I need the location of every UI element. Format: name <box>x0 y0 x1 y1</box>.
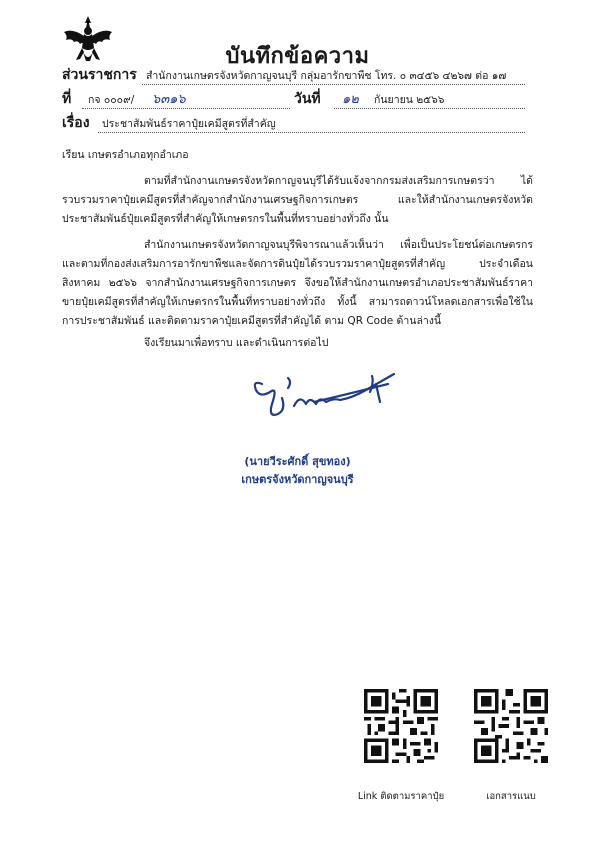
agency-label: ส่วนราชการ <box>62 67 137 83</box>
memo-title: บันทึกข้อความ <box>225 44 370 69</box>
document-number-prefix: กจ ๐๐๐๙/ <box>88 94 135 106</box>
number-date-row <box>62 92 525 112</box>
closing-line: จึงเรียนมาเพื่อทราบ และดำเนินการต่อไป <box>144 337 329 349</box>
date-day-handwritten: ๑๒ <box>342 92 359 107</box>
number-label: ที่ <box>62 91 72 107</box>
dotted-line <box>98 132 525 133</box>
qr-caption-attachment: เอกสารแนบ <box>486 791 536 802</box>
date-month-year: กันยายน ๒๕๖๖ <box>374 94 445 106</box>
dotted-line <box>142 84 525 85</box>
signer-name: (นายวีระศักดิ์ สุขทอง) <box>244 455 351 468</box>
qr-caption-price-link: Link ติดตามราคาปุ๋ย <box>357 791 445 802</box>
signer-position: เกษตรจังหวัดกาญจนบุรี <box>241 473 354 486</box>
dotted-line <box>82 108 290 109</box>
qr-code-icon[interactable] <box>474 689 548 763</box>
paragraph-1: ตามที่สำนักงานเกษตรจังหวัดกาญจนบุรีได้รับแจ้งจากกรมส่งเสริมการเกษตรว่า ได้รวบรวมราคาปุ๋ยเคมีสูตรที่สำคัญจากสำนักงานเศรษฐกิจการเกษตร และให้สำนักงานเกษตรจังหวัดประชาสัมพันธ์ปุ๋ยเคมีสูตรที่สำคัญให้เกษตรกรในพื้นที่ทราบอย่างทั่วถึง นั้น <box>62 175 533 225</box>
subject-row <box>62 116 525 136</box>
salutation: เรียน เกษตรอำเภอทุกอำเภอ <box>62 149 189 161</box>
dotted-line <box>334 108 525 109</box>
qr-block-price-link <box>357 689 456 804</box>
date-label: วันที่ <box>294 91 321 107</box>
document-number-handwritten: ๖๓๑๖ <box>152 92 186 107</box>
subject-value: ประชาสัมพันธ์ราคาปุ๋ยเคมีสูตรที่สำคัญ <box>102 118 276 130</box>
subject-label: เรื่อง <box>62 115 90 131</box>
paragraph-2: สำนักงานเกษตรจังหวัดกาญจนบุรีพิจารณาแล้วเห็นว่า เพื่อเป็นประโยชน์ต่อเกษตรกร และตามที่กองส่งเสริมการอารักขาพืชและจัดการดินปุ๋ยได้รวบรวมราคาปุ๋ยสูตรที่สำคัญ ประจำเดือนสิงหาคม ๒๕๖๖ จากสำนักงานเศรษฐกิจการเกษตร จึงขอให้สำนักงานเกษตรอำเภอประชาสัมพันธ์ราคาขายปุ๋ยเคมีสูตรที่สำคัญให้เกษตรกรในพื้นที่ทราบอย่างทั่วถึง ทั้งนี้ สามารถดาวน์โหลดเอกสารเพื่อใช้ในการประชาสัมพันธ์ และติดตามราคาปุ๋ยเคมีสูตรที่สำคัญได้ ตาม QR Code ด้านล่างนี้ <box>62 239 533 327</box>
agency-row <box>62 68 525 88</box>
qr-code-icon[interactable] <box>364 689 438 763</box>
qr-block-attachment <box>474 689 566 804</box>
handwritten-signature <box>248 368 398 426</box>
agency-value: สำนักงานเกษตรจังหวัดกาญจนบุรี กลุ่มอารักขาพืช โทร. ๐ ๓๔๕๖ ๔๒๖๗ ต่อ ๑๗ <box>146 70 507 82</box>
